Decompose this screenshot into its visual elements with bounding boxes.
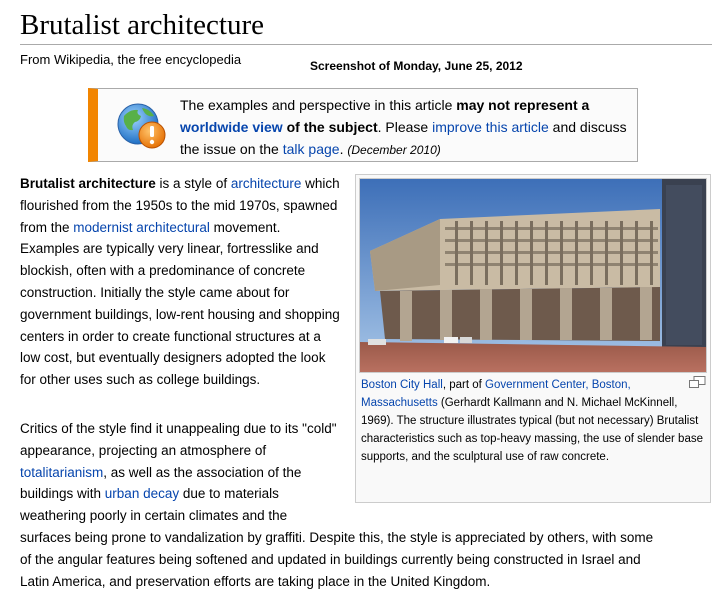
talk-page-link[interactable]: talk page xyxy=(282,141,340,157)
paragraph-line: surfaces being prone to vandalization by graffiti. Despite this, the style is appreciated by others, with some xyxy=(20,530,654,545)
notice-bold-part: may not represent a xyxy=(456,97,590,113)
paragraph-text: which flourished from the 1950s to the mid 1970s, spawned from the xyxy=(20,176,340,235)
worldwide-view-link[interactable]: worldwide view xyxy=(180,119,283,135)
paragraph-text: is a style of xyxy=(155,176,231,191)
thumbnail-caption xyxy=(361,376,703,466)
caption-text: (Gerhardt Kallmann and N. Michael McKinnell, 1969). The structure illustrates typical (but not necessary) Brutalist characteristics such as top-heavy massing, the use of slender base supports, and the sculptural use of raw concrete. xyxy=(361,397,703,463)
notice-bold-part: of the subject xyxy=(282,119,378,135)
intro-paragraph xyxy=(20,173,342,391)
paragraph-text: due to materials weathering poorly in certain climates and the xyxy=(20,486,288,524)
paragraph-line: of the angular features being softened and updated in buildings currently being constructed in Israel and xyxy=(20,551,641,567)
boston-city-hall-photo[interactable] xyxy=(359,178,707,373)
thumbnail-box xyxy=(355,174,711,503)
improve-article-link[interactable]: improve this article xyxy=(432,119,549,135)
notice-date: (December 2010) xyxy=(347,143,441,157)
totalitarianism-link[interactable]: totalitarianism xyxy=(20,464,104,480)
urban-decay-link[interactable]: urban decay xyxy=(104,486,180,502)
notice-text xyxy=(180,94,635,161)
page-title: Brutalist architecture xyxy=(20,9,264,41)
architecture-link[interactable]: architecture xyxy=(230,176,302,191)
critics-paragraph-continued xyxy=(20,527,720,592)
notice-text-part: . xyxy=(339,141,348,157)
paragraph-line: Latin America, and preservation efforts are taking place in the United Kingdom. xyxy=(20,573,491,589)
notice-text-part: and discuss the issue on the xyxy=(180,119,627,157)
globe-warning-icon xyxy=(116,102,168,150)
site-tagline: From Wikipedia, the free encyclopedia xyxy=(20,52,242,67)
paragraph-text: movement. Examples are typically very linear, fortresslike and blockish, often with a predominance of concrete construction. Initially the style came about for government buildings, low-rent housing and shopping centers in order to create functional structures at a low cost, but eventually designers adopted the look for other uses such as college buildings. xyxy=(20,219,340,388)
paragraph-text: Critics of the style find it unappealing due to its "cold" appearance, projecting an atmosphere of xyxy=(20,421,337,458)
title-divider xyxy=(20,44,712,45)
notice-text-part: The examples and perspective in this article xyxy=(180,97,457,113)
paragraph-text: , as well as the association of the buildings with xyxy=(20,464,302,502)
modernist-architectural-link[interactable]: modernist architectural xyxy=(73,219,210,235)
screenshot-stamp: Screenshot of Monday, June 25, 2012 xyxy=(310,59,523,73)
photo-graphic xyxy=(360,179,706,372)
notice-text-part: . Please xyxy=(377,119,433,135)
government-center-link[interactable]: Government Center, Boston, Massachusetts xyxy=(361,379,631,409)
caption-text: , part of xyxy=(442,379,485,391)
article-subject: Brutalist architecture xyxy=(20,176,156,191)
worldwide-view-notice xyxy=(88,88,638,162)
critics-paragraph xyxy=(20,418,342,527)
boston-city-hall-link[interactable]: Boston City Hall xyxy=(361,379,443,391)
